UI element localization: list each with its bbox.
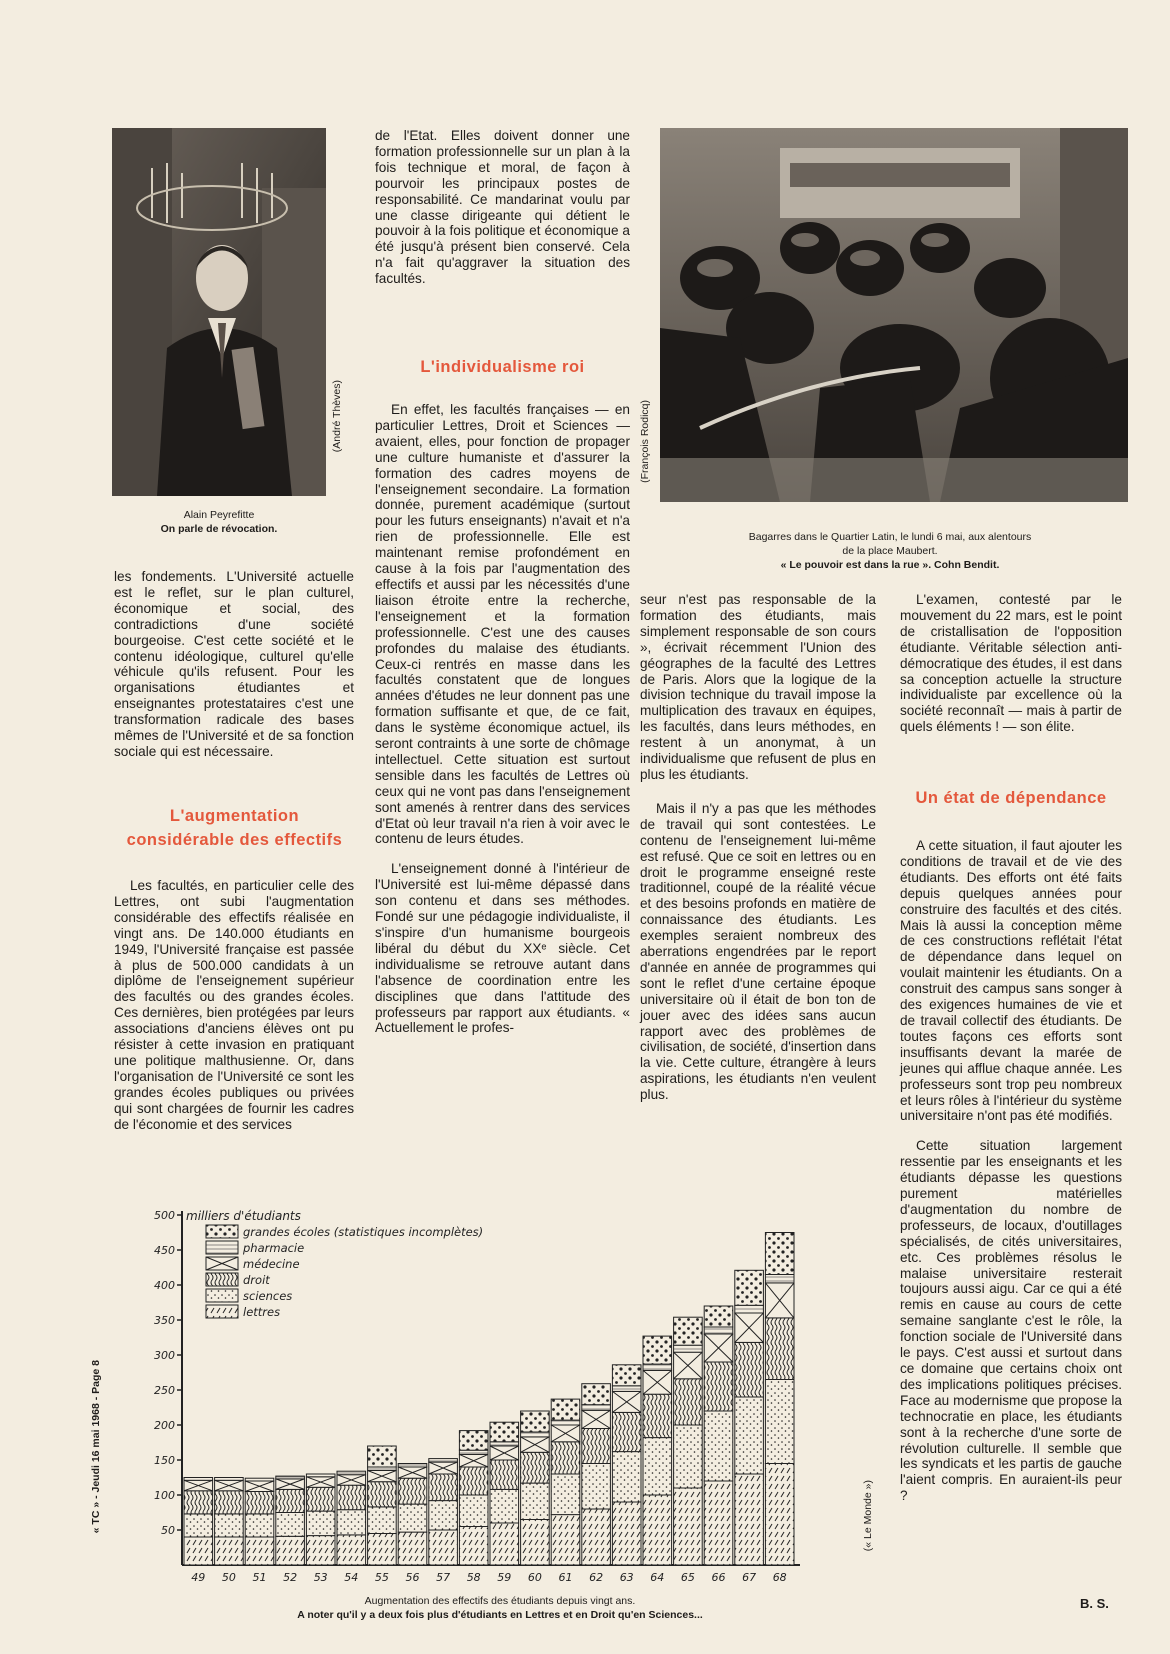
x-tick-label: 68 [772, 1571, 787, 1584]
article-column-4 [900, 592, 1122, 735]
paragraph: A cette situation, il faut ajouter les conditions de travail et de vie des étudiants. Des efforts ont été faits depuis quelques années pour construire des facultés et des cités. Mais là aussi la conception même de ces constructions reflétait l'état de dépendance dans lequel on voulait maintenir les étudiants. On a construit des campus sans songer à des exigences humaines de vie et de travail collectif des étudiants. De toutes façons ces efforts sont insuffisants devant la marée de jeunes qui afflue chaque année. Les professeurs sont trop peu nombreux et leurs rôles à l'intérieur du système universitaire n'ont pas été modifiés. [900, 838, 1122, 1124]
bar-segment-waves [215, 1491, 244, 1514]
x-tick-label: 58 [466, 1571, 481, 1584]
bar-segment-ticks [184, 1537, 213, 1565]
x-tick-label: 55 [374, 1571, 389, 1584]
bar-segment-dots [429, 1501, 458, 1530]
bar-segment-ticks [521, 1520, 550, 1566]
bar-segment-waves [704, 1362, 733, 1411]
riot-caption-line2: de la place Maubert. [842, 545, 938, 557]
bar-segment-ticks [551, 1515, 580, 1565]
bar-segment-fine [490, 1442, 519, 1446]
bar-segment-dots [490, 1489, 519, 1523]
bar-segment-ticks [245, 1537, 274, 1565]
y-tick-label: 450 [154, 1244, 175, 1257]
bar-segment-waves [368, 1482, 397, 1507]
legend-swatch [206, 1289, 238, 1302]
legend-swatch [206, 1241, 238, 1254]
bar-segment-bigdots [612, 1365, 641, 1386]
paragraph: Mais il n'y a pas que les méthodes de travail qui sont contestées. Le contenu de l'enseignement lui-même est refusé. Que ce soit en lettres ou en droit le programme enseigné reste traditionnel, coupé de la réalité vécue et des besoins profonds en matière de connaissance des étudiants. Les exemples seraient nombreux des aberrations engendrées par le report d'année en année de programmes qui sont le reflet d'une certaine époque universitaire où il était de bon ton de jouer avec des idées sans aucun rapport avec des problèmes de civilisation, de société, d'insertion dans la vie. Cette culture, étrangère à leurs aspirations, les étudiants n'en veulent plus. [640, 800, 876, 1103]
paragraph: L'enseignement donné à l'intérieur de l'Université est lui-même dépassé dans son contenu et dans ses méthodes. Fondé sur une pédagogie individualiste, il s'inspire d'un humanisme bourgeois libéral du début du XXᵉ siècle. Cet individualisme se retrouve autant dans l'absence de coordination entre les disciplines que dans l'attitude des professeurs par rapport aux étudiants. « Actuellement le profes- [375, 861, 630, 1036]
article-column-3 [640, 592, 876, 1103]
bar-segment-ticks [643, 1495, 672, 1565]
paragraph: L'examen, contesté par le mouvement du 22 mars, est le point de cristallisation de l'opposition étudiante. Véritable sélection anti-démocratique des études, il est dans sa conception actuelle la structure individualiste par excellence où la société reconnaît — mais à partir de quels éléments ! — son élite. [900, 592, 1122, 735]
bar-segment-dots [643, 1438, 672, 1495]
bar-segment-dots [276, 1513, 305, 1537]
bar-segment-bigdots [735, 1270, 764, 1305]
paragraph: Cette situation largement ressentie par les enseignants et les étudiants dépasse les questions purement matérielles d'augmentation du nombre de professeurs, de locaux, d'outillages spécialisés, de cités universitaires, etc. Ces problèmes résolus le malaise universitaire resterait toujours aussi aigu. Car ce qui a été remis en cause au cours de cette semaine sanglante c'est le rôle, la fonction sociale de l'Université dans le pays. C'est aussi et surtout dans ce domaine que certains choix ont des implications politiques précises. Face au modernisme que propose la technocratie en place, les étudiants sont à la recherche d'une sorte de révolution culturelle. Il semble que les syndicats et les partis de gauche l'aient compris. En auraient-ils peur ? [900, 1138, 1122, 1504]
x-tick-label: 50 [221, 1571, 236, 1584]
photo-credit: (André Thèves) [331, 380, 343, 453]
bar-segment-waves [643, 1394, 672, 1437]
x-tick-label: 56 [405, 1571, 420, 1584]
article-column-1-lower [114, 878, 354, 1133]
bar-segment-dots [735, 1397, 764, 1474]
x-tick-label: 59 [497, 1571, 512, 1584]
bar-segment-dots [551, 1474, 580, 1515]
bar-segment-ticks [490, 1523, 519, 1565]
heading-augmentation [112, 804, 357, 852]
bar-segment-ticks [337, 1535, 366, 1565]
bar-segment-dots [215, 1514, 244, 1537]
x-tick-label: 51 [252, 1571, 267, 1584]
bar-segment-dots [398, 1504, 427, 1532]
x-tick-label: 63 [619, 1571, 634, 1584]
bar-segment-dots [765, 1380, 794, 1464]
heading-line: considérable des effectifs [126, 831, 343, 849]
bar-segment-fine [337, 1471, 366, 1475]
chart-source: (« Le Monde ») [862, 1480, 874, 1552]
bar-segment-bigdots [459, 1431, 488, 1451]
paragraph: de l'Etat. Elles doivent donner une formation professionnelle sur un plan à la fois technique et moral, de façon à pourvoir les principaux postes de responsabilité. Ce mandarinat voulu par une classe dirigeante qui détient le pouvoir à la fois politique et économique a été jusqu'à présent bien conservé. Cela n'a fait qu'aggraver la situation des facultés. [375, 128, 630, 287]
bar-segment-dots [521, 1483, 550, 1519]
legend-swatch [206, 1225, 238, 1238]
riot-photo-caption [660, 530, 1120, 572]
bar-segment-fine [398, 1464, 427, 1468]
bar-segment-waves [459, 1467, 488, 1495]
caption-name: Alain Peyrefitte [183, 509, 255, 521]
photo-caption [112, 508, 326, 536]
bar-segment-fine [643, 1364, 672, 1370]
bar-segment-ticks [398, 1532, 427, 1565]
bar-segment-fine [704, 1327, 733, 1334]
paragraph: les fondements. L'Université actuelle est le reflet, sur le plan culturel, économique et social, des contradictions d'une société bourgeoise. C'est cette société et le contenu idéologique, culturel qu'elle véhicule qu'ils refusent. Pour les organisations étudiantes et enseignantes protestataires c'est une transformation radicale des bases mêmes de l'Université et de sa fonction sociale qui est nécessaire. [114, 569, 354, 759]
x-tick-label: 57 [436, 1571, 451, 1584]
chart-caption [150, 1594, 850, 1622]
bar-segment-fine [551, 1420, 580, 1425]
bar-segment-waves [490, 1460, 519, 1489]
enrollment-chart [150, 1195, 850, 1595]
x-tick-label: 53 [313, 1571, 328, 1584]
bar-segment-dots [459, 1495, 488, 1527]
bar-segment-waves [735, 1342, 764, 1397]
bar-segment-ticks [612, 1502, 641, 1565]
bar-segment-waves [398, 1478, 427, 1504]
paragraph: seur n'est pas responsable de la formation des étudiants, mais simplement responsable de son cours », écrivait récemment l'Union des géographes de la faculté des Lettres de Paris. Alors que la logique de la division technique du travail impose la multiplication des travaux en équipes, les facultés, dans leurs méthodes, en restent à un anonymat, à un individualisme que refusent de plus en plus les étudiants. [640, 592, 876, 782]
bar-segment-ticks [459, 1527, 488, 1566]
bar-segment-bigdots [551, 1399, 580, 1420]
bar-segment-waves [582, 1429, 611, 1464]
y-tick-label: 200 [154, 1419, 175, 1432]
y-tick-label: 250 [154, 1384, 175, 1397]
y-tick-label: 350 [154, 1314, 175, 1327]
chart-caption-line2: A noter qu'il y a deux fois plus d'étudiants en Lettres et en Droit qu'en Sciences... [297, 1609, 703, 1621]
bar-segment-waves [765, 1318, 794, 1380]
bar-segment-dots [245, 1514, 274, 1537]
article-column-2-top [375, 128, 630, 287]
heading-line: L'augmentation [169, 807, 300, 825]
bar-segment-fine [215, 1478, 244, 1481]
bar-segment-fine [245, 1478, 274, 1481]
bar-segment-fine [765, 1275, 794, 1283]
paragraph: En effet, les facultés françaises — en particulier Lettres, Droit et Sciences — avaient, elles, pour fonction de propager une culture humaniste et d'assurer la formation des cadres moyens de l'enseignement secondaire. La formation donnée, purement académique (surtout pour les futurs enseignants) n'avait et n'a rien de professionnelle. Elle est maintenant remise profondément en cause à la fois par l'augmentation des effectifs et aussi par les nécessités d'une liaison étroite entre la recherche, l'enseignement et la formation professionnelle. C'est une des causes profondes du malaise des étudiants. Ceux-ci rentrés en masse dans les facultés constatent que de longues années d'études ne leur donnent pas une formation suffisante et que, de ce fait, dans le système économique actuel, ils seront contraints à une sorte de chômage intellectuel. Cette situation est surtout sensible dans les facultés de Lettres où ceux qui ne vont pas dans l'enseignement sont amenés à rentrer dans des services d'Etat où leur travail n'a rien à voir avec le contenu de leurs études. [375, 402, 630, 847]
bar-segment-dots [612, 1452, 641, 1502]
bar-segment-fine [521, 1432, 550, 1437]
y-axis-label: milliers d'étudiants [186, 1209, 301, 1223]
legend-label: pharmacie [243, 1241, 305, 1255]
bar-segment-ticks [306, 1536, 335, 1565]
legend-swatch [206, 1305, 238, 1318]
bar-segment-ticks [582, 1509, 611, 1565]
bar-segment-dots [306, 1511, 335, 1536]
y-tick-label: 300 [154, 1349, 175, 1362]
bar-segment-ticks [276, 1536, 305, 1565]
x-tick-label: 52 [283, 1571, 298, 1584]
bar-segment-bigdots [704, 1306, 733, 1327]
paragraph: Les facultés, en particulier celle des Lettres, ont subi l'augmentation considérable des effectifs réalisée en vingt ans. De 140.000 étudiants en 1949, l'Université française est passée à plus de 500.000 candidats à un diplôme de l'enseignement supérieur des facultés ou des grandes écoles. Ces dernières, bien protégées par leurs associations d'anciens élèves ont pu résister à cette invasion en pratiquant une politique malthusienne. Or, dans l'organisation de l'Université ce sont les grandes écoles publiques ou privées qui sont chargées de fournir les cadres de l'économie et des services [114, 878, 354, 1132]
bar-segment-ticks [765, 1464, 794, 1566]
x-tick-label: 60 [527, 1571, 542, 1584]
bar-segment-fine [184, 1478, 213, 1481]
heading-individualisme: L'individualisme roi [420, 358, 585, 376]
bar-segment-dots [368, 1507, 397, 1534]
bar-segment-waves [674, 1379, 703, 1425]
bar-segment-dots [582, 1464, 611, 1510]
legend-label: sciences [243, 1289, 293, 1303]
bar-segment-bigdots [643, 1336, 672, 1364]
bar-segment-bigdots [765, 1233, 794, 1275]
legend-label: grandes écoles (statistiques incomplètes) [243, 1225, 484, 1239]
legend-label: droit [243, 1273, 270, 1287]
riot-caption-quote: « Le pouvoir est dans la rue ». Cohn Bendit. [780, 559, 1000, 571]
legend-swatch [206, 1273, 238, 1286]
bar-segment-fine [735, 1305, 764, 1313]
bar-segment-fine [306, 1474, 335, 1477]
bar-segment-fine [429, 1459, 458, 1463]
bar-segment-dots [704, 1411, 733, 1481]
x-tick-label: 67 [742, 1571, 757, 1584]
bar-segment-fine [276, 1476, 305, 1479]
bar-segment-waves [276, 1489, 305, 1512]
y-tick-label: 50 [161, 1524, 175, 1537]
signature: B. S. [1080, 1596, 1109, 1611]
bar-segment-waves [521, 1452, 550, 1483]
bar-segment-waves [429, 1474, 458, 1501]
heading-dependance: Un état de dépendance [915, 789, 1107, 807]
bar-segment-waves [337, 1485, 366, 1510]
bar-segment-waves [245, 1492, 274, 1514]
y-tick-label: 400 [154, 1279, 175, 1292]
x-tick-label: 64 [650, 1571, 665, 1584]
bar-segment-dots [184, 1514, 213, 1537]
bar-segment-fine [368, 1467, 397, 1471]
x-tick-label: 49 [191, 1571, 206, 1584]
bar-segment-fine [582, 1405, 611, 1411]
x-tick-label: 62 [589, 1571, 604, 1584]
article-column-2 [375, 402, 630, 1036]
y-tick-label: 500 [154, 1209, 175, 1222]
y-tick-label: 100 [154, 1489, 175, 1502]
bar-segment-ticks [215, 1537, 244, 1565]
bar-segment-dots [674, 1425, 703, 1488]
bar-segment-bigdots [368, 1446, 397, 1467]
bar-segment-bigdots [490, 1422, 519, 1442]
legend-label: lettres [243, 1305, 281, 1319]
bar-segment-bigdots [582, 1384, 611, 1405]
x-tick-label: 66 [711, 1571, 726, 1584]
article-column-4-lower [900, 838, 1122, 1504]
bar-segment-fine [674, 1345, 703, 1352]
riot-caption-line1: Bagarres dans le Quartier Latin, le lundi 6 mai, aux alentours [748, 531, 1032, 543]
bar-segment-waves [184, 1491, 213, 1514]
y-tick-label: 150 [154, 1454, 175, 1467]
bar-segment-fine [459, 1450, 488, 1454]
bar-segment-waves [612, 1412, 641, 1451]
bar-segment-ticks [704, 1481, 733, 1565]
bar-segment-dots [337, 1510, 366, 1535]
x-tick-label: 61 [558, 1571, 573, 1584]
bar-segment-ticks [735, 1474, 764, 1565]
bar-segment-waves [306, 1487, 335, 1511]
bar-segment-fine [612, 1386, 641, 1392]
x-tick-label: 54 [344, 1571, 359, 1584]
bar-segment-ticks [429, 1530, 458, 1565]
page-footer: « TC » - Jeudi 16 mai 1968 - Page 8 [90, 1360, 102, 1534]
bar-segment-bigdots [674, 1317, 703, 1345]
x-tick-label: 65 [680, 1571, 695, 1584]
bar-segment-ticks [674, 1488, 703, 1565]
bar-segment-ticks [368, 1534, 397, 1566]
riot-photo-credit: (François Rodicq) [639, 400, 651, 483]
article-column-1 [114, 569, 354, 760]
riot-photo [660, 128, 1128, 502]
legend-label: médecine [243, 1257, 300, 1271]
portrait-photo [112, 128, 326, 496]
bar-segment-waves [551, 1442, 580, 1474]
chart-caption-line1: Augmentation des effectifs des étudiants depuis vingt ans. [364, 1595, 636, 1607]
caption-quote: On parle de révocation. [160, 523, 278, 535]
bar-segment-bigdots [521, 1411, 550, 1432]
